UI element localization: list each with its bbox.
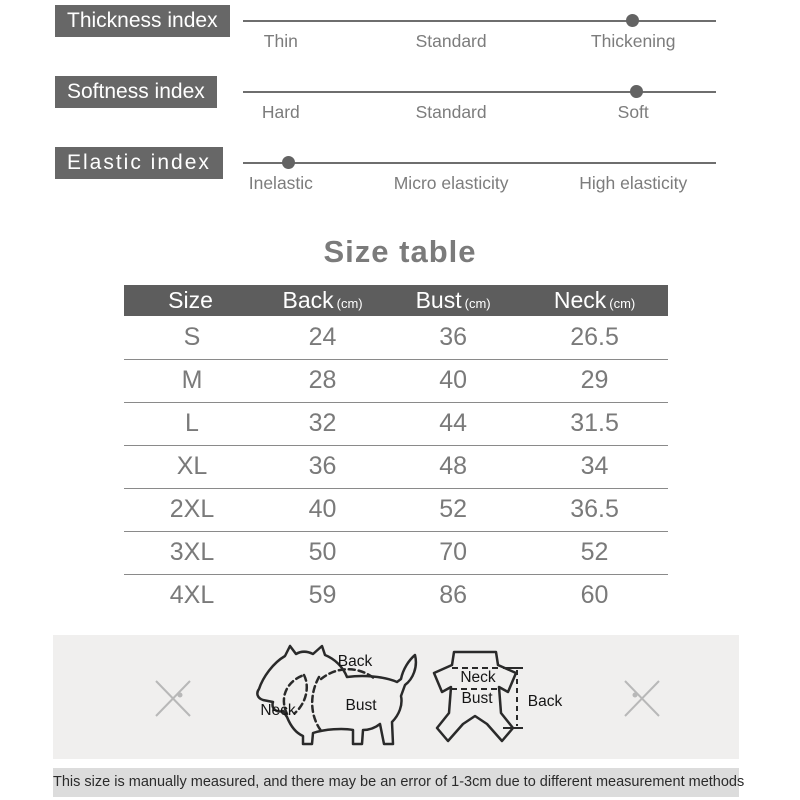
thickness-index-ticks (243, 31, 716, 55)
thickness-index-label: Thickness index (55, 5, 230, 37)
scissors-right-icon (625, 681, 659, 716)
elastic-index-dot (282, 156, 295, 169)
tick-label: High elasticity (579, 173, 688, 193)
column-header-size: Size (124, 285, 260, 316)
table-row: XL 36 48 34 (124, 445, 668, 488)
thickness-index-track (243, 20, 716, 22)
column-header-bust: Bust (cm) (385, 285, 521, 316)
tick-label: Micro elasticity (393, 173, 509, 193)
table-row: 4XL 59 86 60 (169, 581, 609, 610)
table-row: M 28 40 29 (124, 359, 668, 402)
dog-bust-label: Bust (345, 697, 377, 714)
table-row: 3XL 50 70 52 (124, 531, 668, 574)
garment-back-label: Back (527, 693, 563, 710)
size-table-title: Size table (323, 234, 477, 269)
column-header-neck: Neck (cm) (521, 285, 668, 316)
elastic-index-ticks (243, 173, 716, 197)
tick-label: Standard (415, 31, 487, 51)
thickness-index-dot (626, 14, 639, 27)
softness-index-row (0, 76, 800, 138)
measurement-diagram-panel (53, 635, 739, 759)
garment-neck-label: Neck (460, 669, 496, 686)
tick-label: Soft (617, 102, 649, 122)
size-table-header-row (124, 285, 668, 316)
softness-index-label: Softness index (55, 76, 217, 108)
softness-index-track (243, 91, 716, 93)
tick-label: Thin (263, 31, 298, 51)
dog-outline-icon (257, 646, 416, 744)
tick-label: Inelastic (248, 173, 313, 193)
table-row: S 24 36 26.5 (124, 316, 668, 359)
tick-label: Hard (261, 102, 300, 122)
elastic-index-row (0, 147, 800, 209)
dog-back-label: Back (337, 653, 373, 670)
elastic-index-track (243, 162, 716, 164)
garment-bust-label: Bust (461, 690, 493, 707)
dog-neck-label: Neck (260, 702, 296, 719)
elastic-index-label: Elastic index (55, 147, 223, 179)
thickness-index-row (0, 5, 800, 67)
softness-index-dot (630, 85, 643, 98)
column-header-back: Back (cm) (260, 285, 385, 316)
size-table (124, 285, 668, 617)
tick-label: Standard (415, 102, 487, 122)
table-row: 2XL 40 52 36.5 (124, 488, 668, 531)
tick-label: Thickening (590, 31, 676, 51)
scissors-left-icon (156, 681, 190, 716)
softness-index-ticks (243, 102, 716, 126)
measurement-disclaimer: This size is manually measured, and there may be an error of 1-3cm due to different measurement methods (53, 768, 739, 797)
measurement-diagram (53, 635, 739, 759)
table-row: L 32 44 31.5 (124, 402, 668, 445)
